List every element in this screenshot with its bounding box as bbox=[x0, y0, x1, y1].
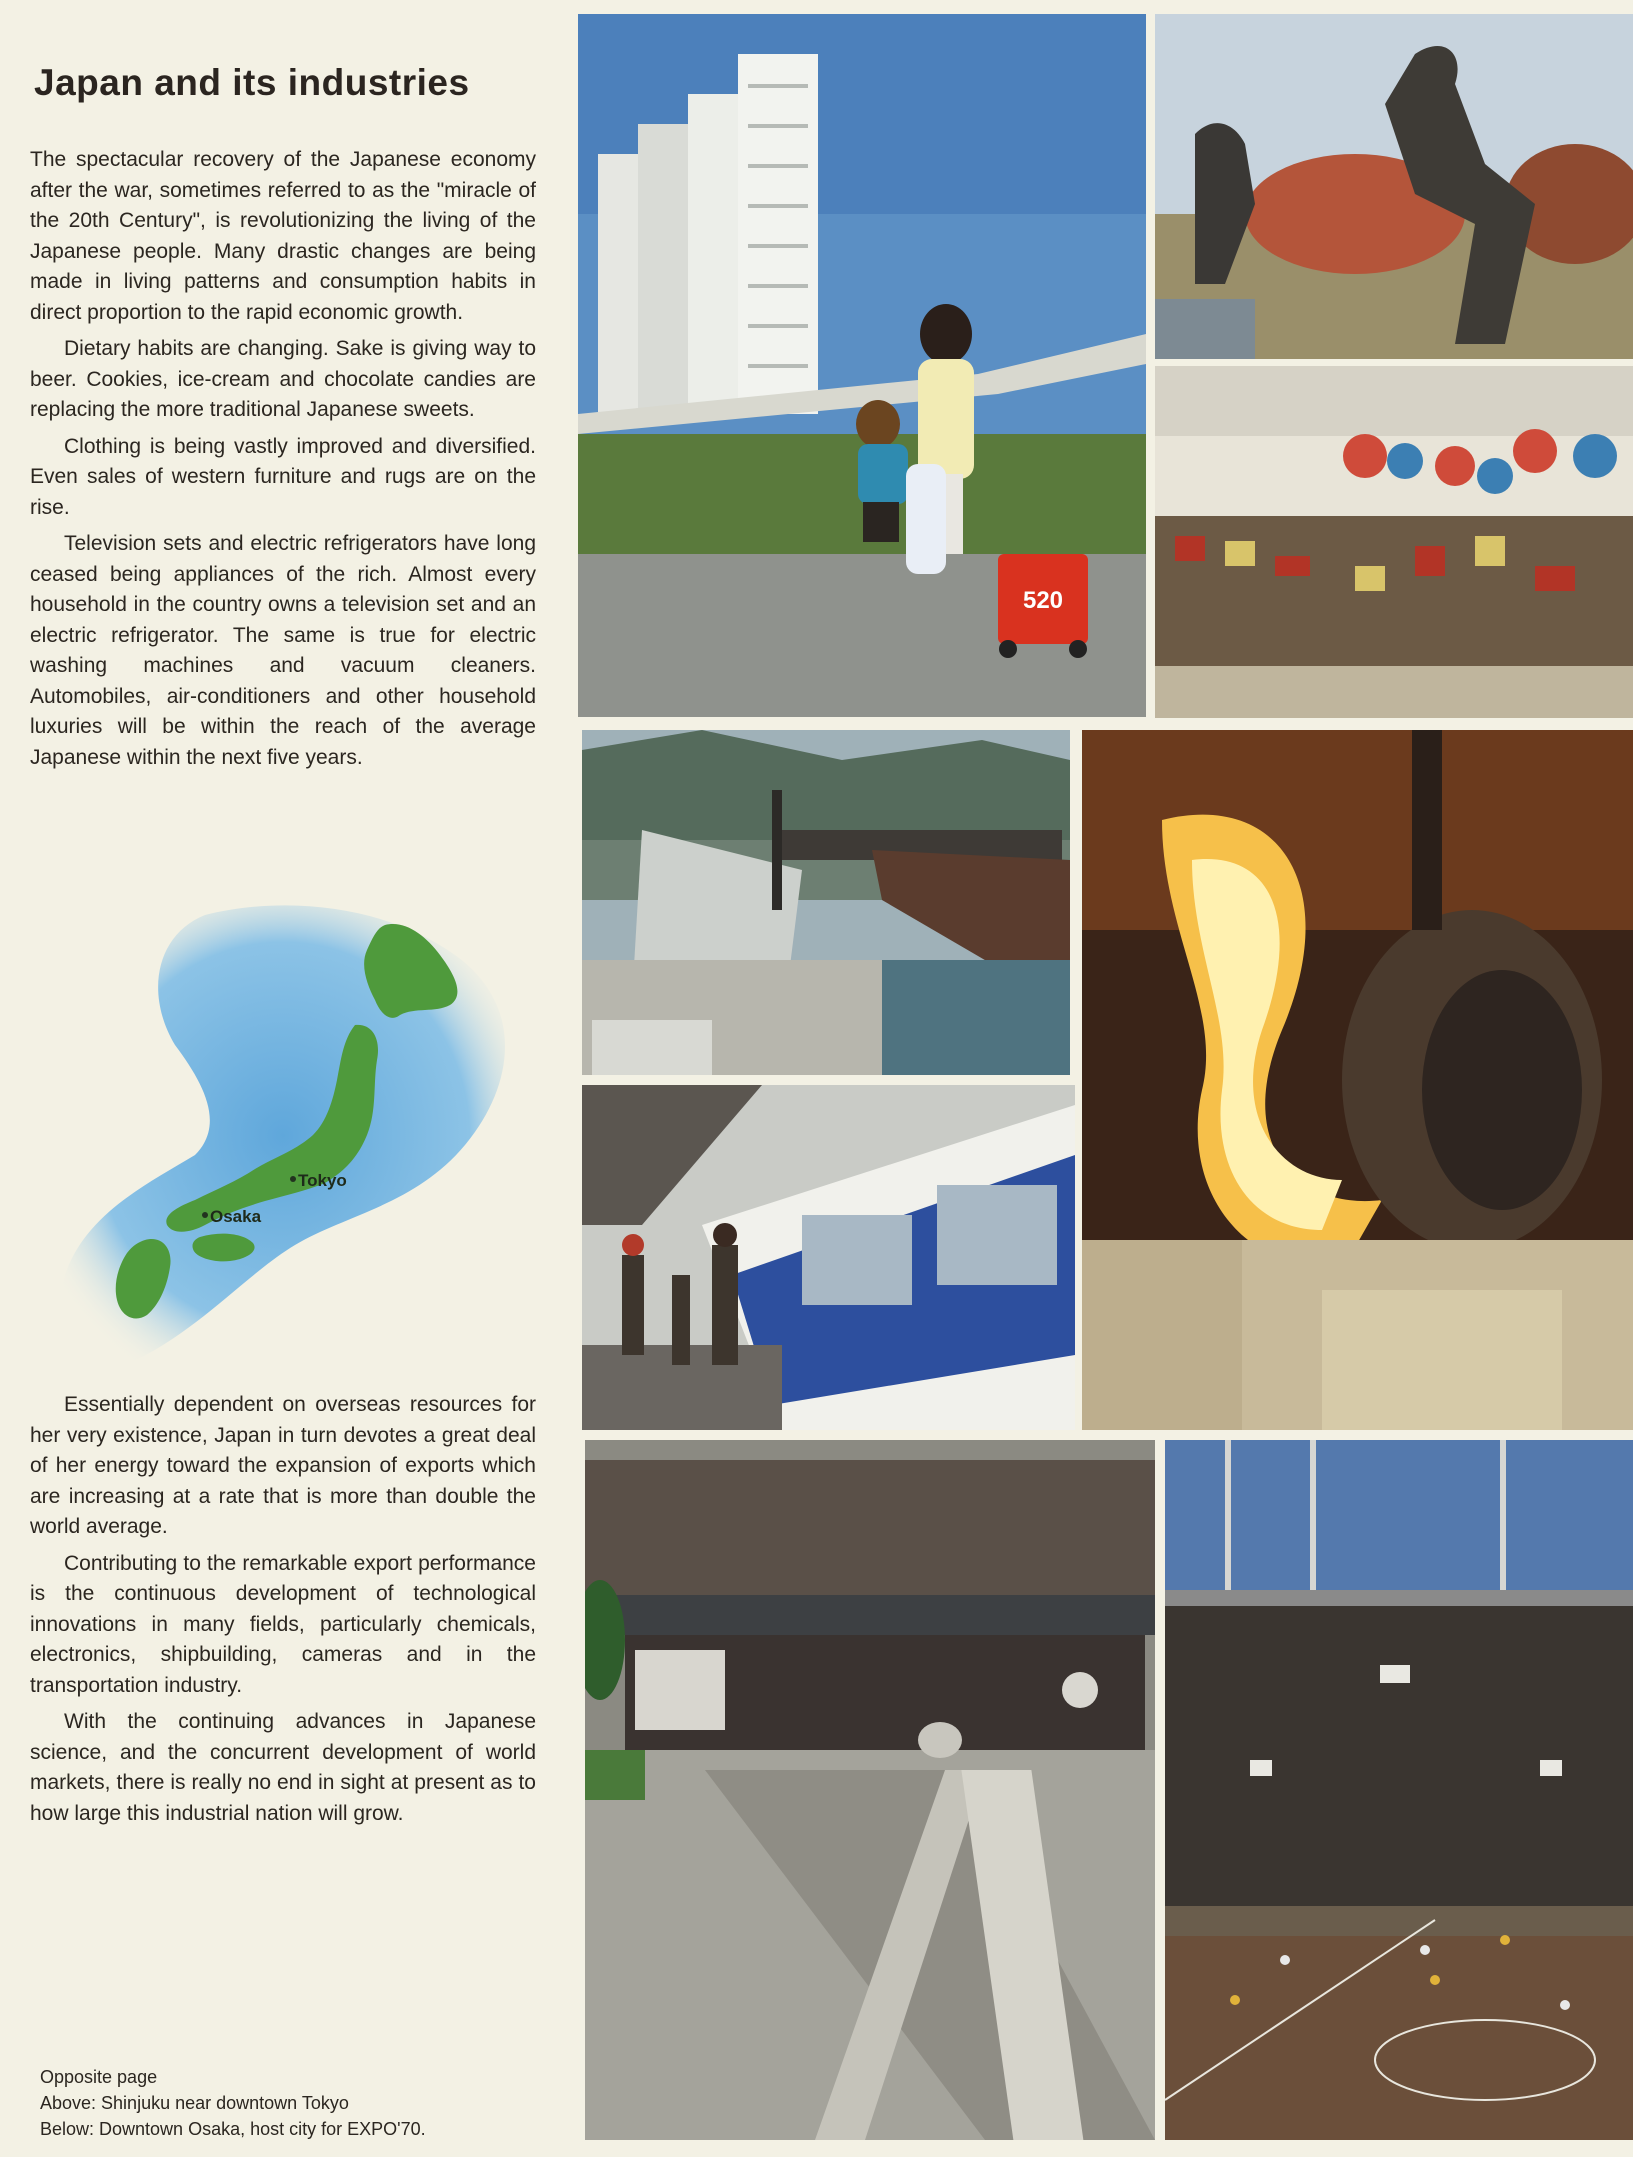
cart-number: 520 bbox=[1022, 587, 1064, 614]
photo-stadium-football bbox=[1165, 1440, 1633, 2140]
paragraph: Essentially dependent on overseas resources for her very existence, Japan in turn devotes a great deal of her energy toward the expansion of exports which are increasing at a rate that is more than double the world average. bbox=[30, 1393, 536, 1538]
photo-caption bbox=[40, 2064, 426, 2142]
map-label-osaka: Osaka bbox=[210, 1207, 262, 1226]
page-title: Japan and its industries bbox=[34, 62, 470, 103]
paragraph: Dietary habits are changing. Sake is giving way to beer. Cookies, ice-cream and chocolate candies are replacing the more traditional Japanese sweets. bbox=[30, 337, 536, 421]
photo-department-store bbox=[1155, 366, 1633, 718]
caption-line: Below: Downtown Osaka, host city for EXPO'70. bbox=[40, 2119, 426, 2139]
photo-shipyard bbox=[582, 730, 1070, 1075]
caption-line: Opposite page bbox=[40, 2067, 158, 2087]
photo-sculpture-park bbox=[1155, 14, 1633, 359]
japan-map bbox=[55, 895, 535, 1375]
paragraph: With the continuing advances in Japanese science, and the concurrent development of world markets, there is really no end in sight at present as to how large this industrial nation will grow. bbox=[30, 1710, 536, 1825]
caption-line: Above: Shinjuku near downtown Tokyo bbox=[40, 2093, 349, 2113]
map-label-tokyo: Tokyo bbox=[298, 1171, 347, 1190]
photo-traditional-house bbox=[585, 1440, 1155, 2140]
paragraph: Clothing is being vastly improved and diversified. Even sales of western furniture and rugs are on the rise. bbox=[30, 434, 536, 519]
paragraph: The spectacular recovery of the Japanese economy after the war, sometimes referred to as the "miracle of the 20th Century", is revolutionizing the living of the Japanese people. Many drastic changes are being made in living patterns and consumption habits in direct proportion to the rapid economic growth. bbox=[30, 148, 536, 324]
paragraph: Television sets and electric refrigerators have long ceased being appliances of the rich. Almost every household in the country owns a television set and an electric refrigerator. The same is true for electric washing machines and vacuum cleaners. Automobiles, air-conditioners and other household luxuries will be within the reach of the average Japanese within the next five years. bbox=[30, 532, 536, 769]
photo-steel-mill bbox=[1082, 730, 1633, 1430]
hokkaido-shape bbox=[364, 924, 457, 1018]
photo-bullet-train bbox=[582, 1085, 1075, 1430]
intro-text bbox=[30, 145, 536, 779]
photo-housing-family bbox=[578, 14, 1146, 717]
paragraph: Contributing to the remarkable export performance is the continuous development of technological innovations in many fields, particularly chemicals, electronics, shipbuilding, cameras and in the transportation industry. bbox=[30, 1551, 536, 1697]
closing-text bbox=[30, 1390, 536, 1835]
